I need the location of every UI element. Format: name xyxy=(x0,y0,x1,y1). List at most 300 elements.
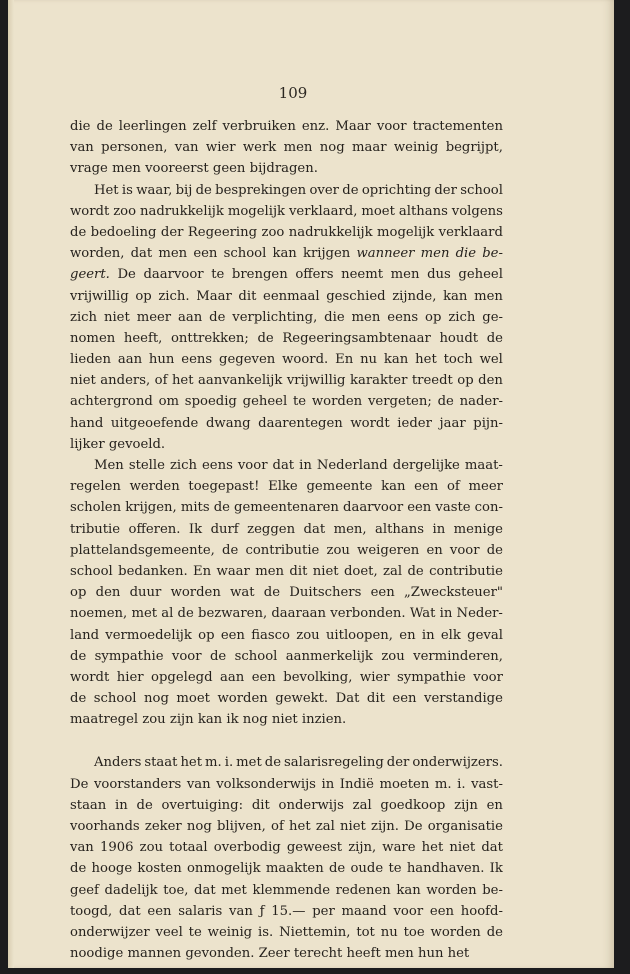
word: uitgeoefende xyxy=(110,415,199,431)
word: de xyxy=(213,500,230,516)
word: sympathie xyxy=(94,648,164,664)
text-line xyxy=(70,455,503,476)
word: hier xyxy=(116,669,144,685)
word: een xyxy=(407,500,432,516)
word: redenen xyxy=(335,882,391,898)
word: aanmerkelijk xyxy=(285,648,373,664)
word: men xyxy=(283,140,313,156)
word: lieden xyxy=(70,352,111,368)
word: wordt xyxy=(350,415,390,431)
word: op xyxy=(425,309,442,325)
word: Wat xyxy=(409,606,436,622)
word: zeker xyxy=(144,819,182,834)
text-line xyxy=(70,222,503,243)
word: de xyxy=(486,542,503,558)
word: gevoeld. xyxy=(108,436,166,452)
word: Anders xyxy=(94,755,142,771)
text-line xyxy=(70,774,503,795)
word: voor xyxy=(449,542,480,558)
word: achtergrond xyxy=(70,394,153,410)
word: in xyxy=(115,797,128,813)
word: niet xyxy=(103,309,130,325)
word: zeggen xyxy=(247,521,296,537)
word: of xyxy=(446,479,460,495)
text-line xyxy=(70,943,503,964)
word: de xyxy=(209,648,227,664)
word: dus xyxy=(427,267,451,283)
word: Maar xyxy=(335,119,371,134)
word: zal xyxy=(383,563,403,579)
word: verklaard xyxy=(438,224,503,240)
word: toegepast! xyxy=(188,479,260,495)
word: Regeering xyxy=(187,224,258,240)
word: Men xyxy=(94,458,124,473)
word: een xyxy=(392,691,417,707)
word: daarvoor xyxy=(143,267,204,283)
word: maakten xyxy=(265,861,324,877)
word: hoofd- xyxy=(460,903,503,919)
word: doet, xyxy=(343,563,378,579)
word: nadrukkelijk xyxy=(288,224,373,240)
word: de xyxy=(342,182,359,198)
word: maatregel xyxy=(70,712,143,728)
word: moet xyxy=(176,691,210,707)
word: treedt xyxy=(411,373,453,389)
word: Indië xyxy=(339,776,374,792)
word: gewekt. xyxy=(275,691,329,707)
word: Ik xyxy=(188,521,203,537)
word: vrage xyxy=(70,161,113,177)
word: de xyxy=(407,563,424,579)
word: althans xyxy=(398,203,448,219)
word: krijgen xyxy=(302,246,351,262)
text-line xyxy=(70,201,503,222)
word: met xyxy=(236,755,262,771)
word: hand xyxy=(70,415,104,431)
word: kan xyxy=(197,712,227,728)
word: En xyxy=(193,563,212,579)
word: maat- xyxy=(464,458,503,473)
word: een xyxy=(429,903,454,919)
word: sympathie xyxy=(396,669,466,685)
word: nader- xyxy=(459,394,503,410)
word: wordt xyxy=(70,203,110,219)
word: tot xyxy=(356,924,375,940)
word: con- xyxy=(474,500,503,516)
word: m. xyxy=(205,755,222,771)
word: regelen xyxy=(70,479,121,495)
word: klemmende xyxy=(252,882,331,898)
word: in xyxy=(321,776,335,792)
word: mits xyxy=(180,500,210,516)
word: woord. xyxy=(282,352,329,368)
word: daaraan xyxy=(271,606,327,622)
word: dit xyxy=(366,691,385,707)
word: toch xyxy=(443,352,473,368)
word: den xyxy=(478,373,503,389)
word: de xyxy=(96,119,113,134)
word: be- xyxy=(482,246,503,262)
section-gap xyxy=(70,730,503,752)
word: zich xyxy=(169,458,197,473)
word: verminderen, xyxy=(413,648,503,664)
word: zou xyxy=(139,840,164,856)
word: worden, xyxy=(70,246,125,262)
word: oprichting xyxy=(361,182,432,198)
word: duur xyxy=(129,585,162,601)
word: dit xyxy=(251,797,270,813)
word: nog xyxy=(186,819,212,834)
word: moeten xyxy=(379,776,430,792)
word: en xyxy=(426,542,443,558)
word: geweest xyxy=(286,840,343,856)
word: zijn xyxy=(169,712,198,728)
word: gevonden. xyxy=(185,946,259,962)
word: zijn xyxy=(454,797,478,813)
word: vooreerst xyxy=(145,161,213,177)
word: meer xyxy=(136,309,172,325)
word: het xyxy=(289,819,311,834)
word: Maar xyxy=(196,288,232,304)
word: Zeer xyxy=(258,946,294,962)
word: men xyxy=(420,246,450,262)
word: staan xyxy=(70,797,107,813)
word: vaste xyxy=(435,500,471,516)
word: spoedig xyxy=(184,394,237,410)
word: een xyxy=(220,627,245,643)
word: onttrekken; xyxy=(170,330,249,346)
word: van xyxy=(70,840,94,856)
word: worden xyxy=(217,691,268,707)
word: dadelijk xyxy=(104,882,158,898)
word: geval xyxy=(467,627,503,643)
word: eens xyxy=(201,458,233,473)
word: aan xyxy=(117,352,143,368)
word: dit xyxy=(238,288,257,304)
word: onderwijzer xyxy=(70,924,150,940)
text-line xyxy=(70,603,503,624)
word: niet xyxy=(312,563,339,579)
word: van xyxy=(70,140,94,156)
word: zijnde, xyxy=(392,288,437,304)
text-line xyxy=(70,561,503,582)
word: der xyxy=(386,755,410,771)
word: bezwaren, xyxy=(198,606,268,622)
word: anders, xyxy=(100,373,151,389)
word: moet xyxy=(361,203,395,219)
text-line xyxy=(70,540,503,561)
word: over xyxy=(309,182,339,198)
word: mannen xyxy=(127,946,186,962)
word: of xyxy=(271,819,284,834)
word: dit xyxy=(289,563,308,579)
word: de xyxy=(70,648,87,664)
word: zich xyxy=(70,309,98,325)
word: De xyxy=(70,776,89,792)
text-line xyxy=(70,880,503,901)
word: de xyxy=(136,797,153,813)
word: zich. xyxy=(158,288,190,304)
word: 15.— xyxy=(271,903,306,919)
word: de xyxy=(177,606,194,622)
word: stelle xyxy=(128,458,165,473)
word: dat xyxy=(303,521,326,537)
word: is xyxy=(121,182,133,198)
word: heeft xyxy=(346,946,385,962)
word: oude xyxy=(350,861,384,877)
word: van xyxy=(174,140,199,156)
word: karakter xyxy=(349,373,408,389)
word: zich xyxy=(448,309,476,325)
word: gemeentenaren xyxy=(234,500,339,516)
text-line xyxy=(70,688,503,709)
word: en xyxy=(486,797,503,813)
word: voor xyxy=(393,903,424,919)
word: zijn. xyxy=(371,819,399,834)
word: voor xyxy=(473,669,503,685)
word: men, xyxy=(333,521,367,537)
text-line xyxy=(70,370,503,391)
word: worden xyxy=(430,924,481,940)
word: Dat xyxy=(335,691,360,707)
word: op xyxy=(198,627,215,643)
word: onmogelijk xyxy=(186,861,261,877)
word: zijn, xyxy=(348,840,377,856)
text-line xyxy=(70,264,503,285)
word: kan xyxy=(443,288,468,304)
word: i. xyxy=(457,776,466,792)
text-line xyxy=(70,243,503,264)
word: nog xyxy=(144,691,169,707)
word: nog xyxy=(319,140,345,156)
word: een xyxy=(370,585,395,601)
word: overbodig xyxy=(213,840,281,856)
word: voorstanders xyxy=(93,776,182,792)
word: dat xyxy=(194,882,216,898)
word: ware xyxy=(382,840,416,856)
word: neemt xyxy=(341,267,384,283)
word: houdt xyxy=(439,330,479,346)
word: men xyxy=(384,946,418,962)
text-line xyxy=(70,180,503,201)
word: contributie xyxy=(429,563,503,579)
word: de xyxy=(70,861,87,877)
body-text xyxy=(70,116,503,964)
word: dat xyxy=(481,840,503,856)
word: Het xyxy=(94,182,119,198)
word: die xyxy=(324,309,345,325)
word: met xyxy=(221,882,247,898)
word: op xyxy=(135,288,152,304)
word: tractementen xyxy=(412,119,503,134)
word: veel xyxy=(155,924,183,940)
word: enz. xyxy=(301,119,330,134)
word: waar xyxy=(216,563,250,579)
word: „Zwecksteuer" xyxy=(403,585,503,601)
word: te xyxy=(188,924,202,940)
word: zou xyxy=(296,627,320,643)
word: eenmaal xyxy=(263,288,320,304)
word: be- xyxy=(482,882,503,898)
word: m. xyxy=(434,776,452,792)
word: worden xyxy=(170,585,221,601)
word: men xyxy=(390,267,420,283)
word: i. xyxy=(224,755,234,771)
word: volksonderwijs xyxy=(216,776,316,792)
word: een xyxy=(193,246,218,262)
word: werk xyxy=(242,140,277,156)
word: toogd, xyxy=(70,903,113,919)
word: aanvankelijk xyxy=(198,373,283,389)
word: fiasco xyxy=(251,627,290,643)
word: menige xyxy=(453,521,503,537)
word: salarisregeling xyxy=(284,755,384,771)
word: school xyxy=(460,182,503,198)
word: de xyxy=(486,924,503,940)
text-line xyxy=(70,646,503,667)
word: men xyxy=(474,288,503,304)
word: maand xyxy=(341,903,387,919)
word: nu xyxy=(360,352,378,368)
word: zoo xyxy=(113,203,137,219)
text-line xyxy=(70,137,503,158)
word: school xyxy=(70,563,113,579)
word: zou xyxy=(142,712,170,728)
word: in xyxy=(432,521,446,537)
word: vergeten; xyxy=(367,394,432,410)
word: land xyxy=(70,627,100,643)
word: de xyxy=(70,691,87,707)
word: weigeren xyxy=(357,542,420,558)
word: verklaard, xyxy=(288,203,358,219)
word: den xyxy=(95,585,121,601)
word: de xyxy=(195,182,212,198)
word: der xyxy=(434,182,457,198)
text-line xyxy=(70,709,503,730)
word: de xyxy=(70,224,87,240)
text-line xyxy=(70,158,503,179)
word: noodige xyxy=(70,946,128,962)
word: Regeeringsambtenaar xyxy=(282,330,431,346)
word: eens xyxy=(181,352,213,368)
word: pijn- xyxy=(473,415,503,431)
word: De xyxy=(404,819,423,834)
word: toe, xyxy=(163,882,189,898)
text-line xyxy=(70,519,503,540)
word: offers xyxy=(295,267,334,283)
book-page xyxy=(8,0,614,968)
text-line xyxy=(70,901,503,922)
word: een xyxy=(147,903,172,919)
word: uitloopen, xyxy=(325,627,393,643)
word: elk xyxy=(440,627,461,643)
word: Elke xyxy=(268,479,298,495)
word: brengen xyxy=(231,267,288,283)
word: in xyxy=(439,606,453,622)
word: voorhands xyxy=(70,819,140,834)
word: verbruiken xyxy=(222,119,296,134)
word: kan xyxy=(383,352,409,368)
text-line xyxy=(70,328,503,349)
word: een xyxy=(251,669,276,685)
word: salaris xyxy=(178,903,223,919)
word: men xyxy=(255,563,285,579)
word: al xyxy=(161,606,174,622)
word: een xyxy=(414,479,439,495)
word: geef xyxy=(70,882,99,898)
word: geheel xyxy=(458,267,503,283)
word: mogelijk xyxy=(377,224,435,240)
word: onderwijs xyxy=(278,797,344,813)
word: met xyxy=(131,606,158,622)
word: dergelijke xyxy=(392,458,460,473)
word: voor xyxy=(376,119,407,134)
word: bijdragen. xyxy=(249,161,318,177)
word: weinig xyxy=(207,924,253,940)
word: kan xyxy=(272,246,297,262)
word: het xyxy=(421,840,444,856)
word: aan xyxy=(220,669,245,685)
word: leerlingen xyxy=(118,119,187,134)
word: worden xyxy=(311,394,363,410)
word: van xyxy=(186,776,211,792)
text-line xyxy=(70,795,503,816)
word: bevolking, xyxy=(283,669,353,685)
word: Niettemin, xyxy=(279,924,351,940)
word: tributie xyxy=(70,521,121,537)
word: bedanken. xyxy=(118,563,188,579)
word: kan xyxy=(381,479,406,495)
text-line xyxy=(70,286,503,307)
text-line xyxy=(70,434,503,455)
word: in xyxy=(421,627,435,643)
word: wanneer xyxy=(356,246,415,262)
word: die xyxy=(455,246,477,262)
text-line xyxy=(70,497,503,518)
word: begrijpt, xyxy=(445,140,503,156)
text-line xyxy=(70,476,503,497)
word: ik xyxy=(226,712,243,728)
word: Nederland xyxy=(316,458,388,473)
word: te xyxy=(388,861,402,877)
word: eens xyxy=(387,309,419,325)
page-number: 109 xyxy=(278,84,308,102)
word: wordt xyxy=(70,669,110,685)
word: nu xyxy=(380,924,398,940)
word: hun xyxy=(148,352,175,368)
word: dat xyxy=(119,903,141,919)
word: goedkoop xyxy=(380,797,446,813)
word: kan xyxy=(396,882,421,898)
word: niet xyxy=(340,819,366,834)
word: contributie xyxy=(245,542,320,558)
word: het xyxy=(447,946,470,962)
word: wier xyxy=(359,669,390,685)
word: gemeente xyxy=(306,479,373,495)
word: waar, xyxy=(136,182,173,198)
word: daarentegen xyxy=(258,415,343,431)
word: hooge xyxy=(91,861,133,877)
word: de xyxy=(486,330,503,346)
word: scholen xyxy=(70,500,122,516)
word: het xyxy=(180,755,203,771)
text-line xyxy=(70,582,503,603)
word: school xyxy=(93,691,137,707)
word: en xyxy=(399,627,416,643)
word: gegeven xyxy=(219,352,276,368)
word: het xyxy=(415,352,437,368)
word: op xyxy=(457,373,474,389)
